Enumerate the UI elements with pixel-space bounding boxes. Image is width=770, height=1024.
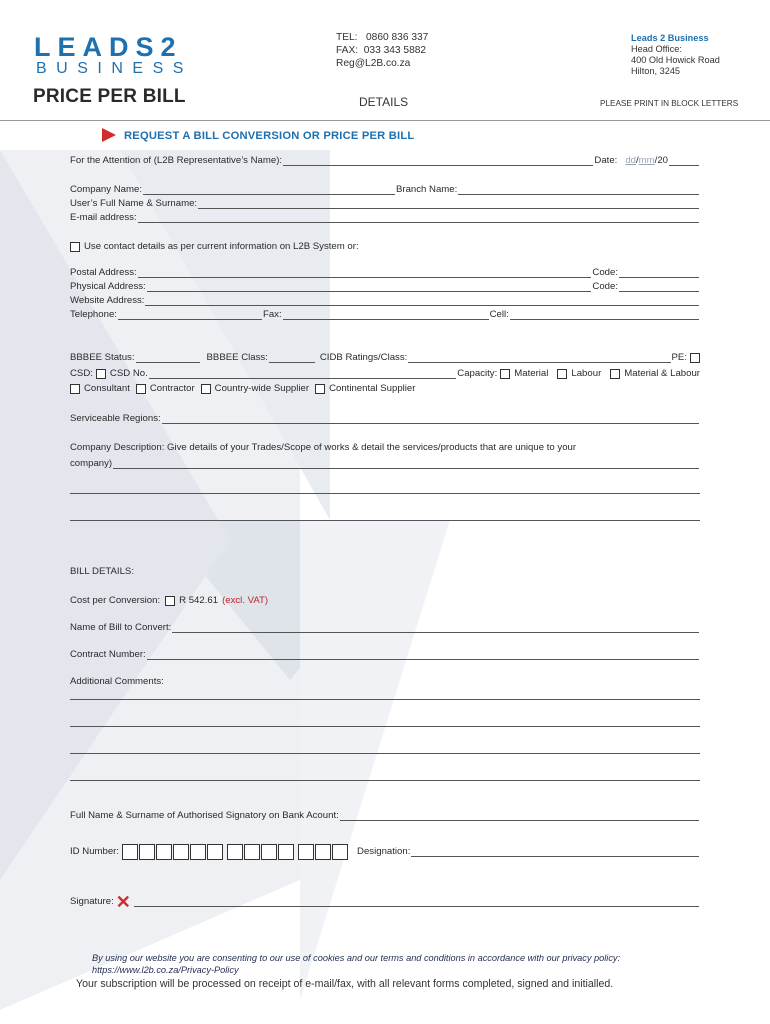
material-checkbox[interactable] (500, 369, 510, 379)
comments-line[interactable] (70, 726, 700, 727)
material-labour-label: Material & Labour (624, 368, 700, 379)
id-digit-box[interactable] (207, 844, 223, 860)
physical-code-label: Code: (592, 281, 618, 292)
comments-row (70, 676, 700, 687)
date-year-field[interactable] (669, 157, 699, 166)
details-heading: DETAILS (359, 95, 409, 109)
cell-label: Cell: (489, 309, 509, 320)
id-digit-box[interactable] (261, 844, 277, 860)
date-separator: / (636, 155, 639, 166)
bbbee-status-label: BBBEE Status: (70, 352, 135, 363)
attention-field[interactable] (283, 157, 593, 166)
id-number-label: ID Number: (70, 846, 120, 857)
id-digit-box[interactable] (278, 844, 294, 860)
date-month-field[interactable]: mm (638, 155, 655, 166)
id-digit-box[interactable] (315, 844, 331, 860)
contract-row (70, 649, 700, 660)
continental-label: Continental Supplier (329, 383, 416, 394)
telephone-label: Telephone: (70, 309, 117, 320)
comments-line[interactable] (70, 780, 700, 781)
csd-checkbox[interactable] (96, 369, 106, 379)
cidb-field[interactable] (408, 354, 670, 363)
physical-field[interactable] (147, 283, 592, 292)
consultant-label: Consultant (84, 383, 130, 394)
description-row-1 (70, 442, 700, 453)
company-row (70, 184, 700, 195)
use-contact-checkbox[interactable] (70, 242, 80, 252)
bill-name-label: Name of Bill to Convert: (70, 622, 172, 633)
countrywide-checkbox[interactable] (201, 384, 211, 394)
physical-row (70, 281, 700, 292)
id-digit-box[interactable] (227, 844, 243, 860)
telephone-field[interactable] (118, 311, 262, 320)
subscription-notice: Your subscription will be processed on receipt of e-mail/fax, with all relevant forms completed, signed and initialled. (76, 978, 614, 990)
signatory-row (70, 810, 700, 821)
id-digit-box[interactable] (139, 844, 155, 860)
fax-line (336, 45, 426, 56)
email-row (70, 212, 700, 223)
bbbee-class-label: BBBEE Class: (206, 352, 268, 363)
id-digit-box[interactable] (298, 844, 314, 860)
labour-label: Labour (571, 368, 602, 379)
consultant-checkbox[interactable] (70, 384, 80, 394)
designation-field[interactable] (411, 848, 699, 857)
telephone-row (70, 309, 700, 320)
logo-wordmark-bottom: BUSINESS (36, 60, 193, 77)
bill-heading-row (70, 566, 700, 577)
postal-label: Postal Address: (70, 267, 137, 278)
bbbee-class-field[interactable] (269, 354, 315, 363)
id-digit-box[interactable] (173, 844, 189, 860)
signatory-label: Full Name & Surname of Authorised Signatory on Bank Acount: (70, 810, 339, 821)
bill-name-field[interactable] (172, 624, 699, 633)
id-digit-box[interactable] (156, 844, 172, 860)
bbbee-row (70, 352, 700, 363)
tel-value: 0860 836 337 (366, 32, 429, 43)
designation-label: Designation: (357, 846, 411, 857)
company-name: Leads 2 Business (631, 33, 709, 43)
date-day-field[interactable]: dd (625, 155, 636, 166)
id-digit-box[interactable] (190, 844, 206, 860)
signature-label: Signature: (70, 896, 114, 907)
bill-details-heading: BILL DETAILS: (70, 566, 134, 577)
signatory-field[interactable] (340, 812, 699, 821)
supplier-type-row (70, 383, 700, 394)
print-note: PLEASE PRINT IN BLOCK LETTERS (600, 99, 739, 108)
office-label: Head Office: (631, 44, 682, 54)
contractor-checkbox[interactable] (136, 384, 146, 394)
csd-label: CSD: (70, 368, 93, 379)
physical-code-field[interactable] (619, 283, 699, 292)
cidb-label: CIDB Ratings/Class: (319, 352, 408, 363)
postal-row (70, 267, 700, 278)
address-line-2: Hilton, 3245 (631, 66, 681, 76)
postal-field[interactable] (138, 269, 592, 278)
regions-label: Serviceable Regions: (70, 413, 161, 424)
comments-line[interactable] (70, 699, 700, 700)
fax-value: 033 343 5882 (363, 45, 427, 56)
cost-value: R 542.61 (179, 595, 219, 606)
signature-field[interactable] (134, 898, 699, 907)
email-label: E-mail address: (70, 212, 137, 223)
header-divider (0, 120, 770, 121)
cost-label: Cost per Conversion: (70, 595, 161, 606)
countrywide-label: Country-wide Supplier (214, 383, 310, 394)
website-label: Website Address: (70, 295, 145, 306)
contact-email: Reg@L2B.co.za (336, 58, 411, 69)
cost-row (70, 595, 700, 606)
csd-row (70, 368, 700, 379)
id-digit-box[interactable] (244, 844, 260, 860)
description-field[interactable] (113, 460, 699, 469)
attention-label: For the Attention of (L2B Representative’s Name): (70, 155, 283, 166)
tel-line (336, 32, 428, 43)
regions-field[interactable] (162, 415, 699, 424)
cost-vat-note: (excl. VAT) (222, 595, 269, 606)
csd-no-field[interactable] (149, 370, 456, 379)
fax-label-field: Fax: (262, 309, 282, 320)
signature-x-icon: ✕ (115, 892, 131, 912)
pe-label: PE: (671, 352, 687, 363)
use-contact-row (70, 241, 700, 252)
capacity-label: Capacity: (457, 368, 498, 379)
material-labour-checkbox[interactable] (610, 369, 620, 379)
section-title: REQUEST A BILL CONVERSION OR PRICE PER BILL (124, 130, 415, 142)
company-name-field[interactable] (143, 186, 395, 195)
email-field[interactable] (138, 214, 699, 223)
logo-wordmark-top: LEADS2 (34, 32, 183, 62)
use-contact-label: Use contact details as per current information on L2B System or: (84, 241, 359, 252)
physical-label: Physical Address: (70, 281, 146, 292)
csd-no-label: CSD No. (109, 368, 148, 379)
regions-row (70, 413, 700, 424)
description-label: Company Description: Give details of your Trades/Scope of works & detail the services/products that are unique to your (70, 442, 577, 453)
contract-number-label: Contract Number: (70, 649, 146, 660)
pe-checkbox[interactable] (690, 353, 700, 363)
description-row-2 (70, 458, 700, 469)
fax-field[interactable] (283, 311, 489, 320)
id-digit-box[interactable] (122, 844, 138, 860)
comments-line[interactable] (70, 753, 700, 754)
fax-label: FAX: (336, 45, 359, 56)
comments-label: Additional Comments: (70, 676, 164, 687)
id-row (70, 842, 700, 860)
arrow-icon (102, 128, 116, 142)
id-digit-box[interactable] (332, 844, 348, 860)
description-line[interactable] (70, 520, 700, 521)
cost-checkbox[interactable] (165, 596, 175, 606)
website-row (70, 295, 700, 306)
date-label: Date: (594, 155, 618, 166)
date-year-prefix: /20 (654, 155, 668, 166)
labour-checkbox[interactable] (557, 369, 567, 379)
user-name-label: User’s Full Name & Surname: (70, 198, 198, 209)
postal-code-field[interactable] (619, 269, 699, 278)
postal-code-label: Code: (592, 267, 618, 278)
user-name-field[interactable] (198, 200, 699, 209)
signature-row (70, 892, 700, 912)
website-field[interactable] (145, 297, 699, 306)
contractor-label: Contractor (149, 383, 195, 394)
branch-name-label: Branch Name: (395, 184, 458, 195)
privacy-notice: By using our website you are consenting to our use of cookies and our terms and conditions in accordance with our privacy policy: https://www.l2b.co.za/Privacy-Policy (92, 953, 621, 975)
contract-number-field[interactable] (147, 651, 699, 660)
description-label-cont: company) (70, 458, 113, 469)
attention-row (70, 155, 700, 166)
address-line-1: 400 Old Howick Road (631, 55, 720, 65)
user-row (70, 198, 700, 209)
continental-checkbox[interactable] (315, 384, 325, 394)
form-title: PRICE PER BILL (33, 86, 186, 107)
cell-field[interactable] (510, 311, 699, 320)
bill-name-row (70, 622, 700, 633)
tel-label: TEL: (336, 32, 358, 43)
company-name-label: Company Name: (70, 184, 142, 195)
material-label: Material (514, 368, 549, 379)
description-line[interactable] (70, 493, 700, 494)
bbbee-status-field[interactable] (136, 354, 200, 363)
branch-name-field[interactable] (458, 186, 699, 195)
